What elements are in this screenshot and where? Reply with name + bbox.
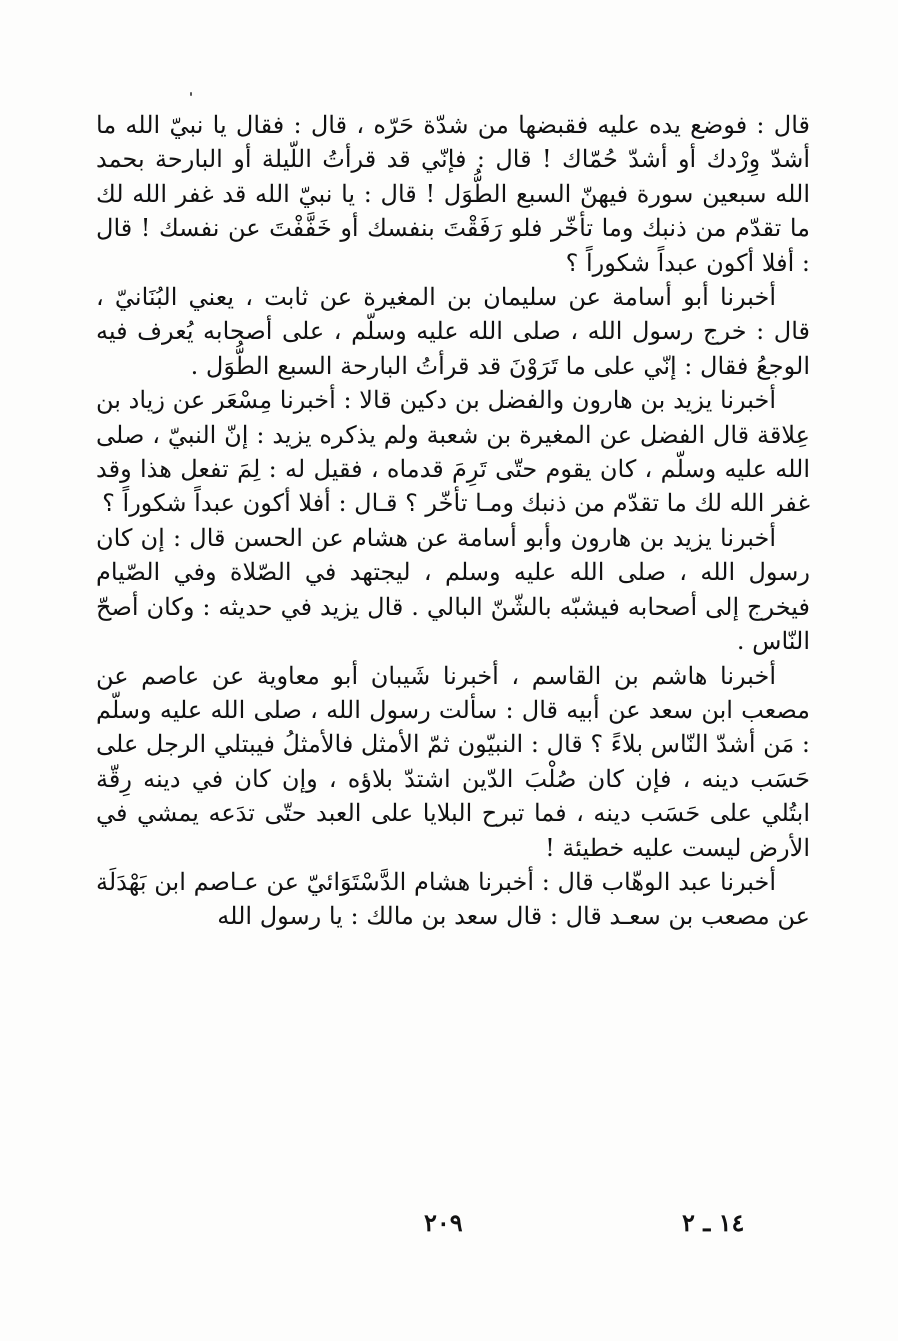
main-text — [96, 108, 810, 934]
paragraph: أخبرنا يزيد بن هارون والفضل بن دكين قالا : أخبرنا مِسْعَر عن زياد بن عِلاقة قال الفضل عن المغيرة بن شعبة ولم يذكره يزيد : إنّ النبيّ ، صلى الله عليه وسلّم ، كان يقوم حتّى تَرِمَ قدماه ، فقيل له : لِمَ تفعل هذا وقد غفر الله لك ما تقدّم من ذنبك ومـا تأخّر ؟ قـال : أفلا أكون عبداً شكوراً ؟ — [96, 386, 810, 518]
signature-mark: ١٤ ـ ٢ — [682, 1208, 745, 1237]
paragraph: أخبرنا هاشم بن القاسم ، أخبرنا شَيبان أبو معاوية عن عاصم عن مصعب ابن سعد عن أبيه قال : سألت رسول الله ، صلى الله عليه وسلّم : مَن أشدّ النّاس بلاءً ؟ قال : النبيّون ثمّ الأمثل فالأمثلُ فيبتلي الرجل على حَسَب دينه ، فإن كان صُلْبَ الدّين اشتدّ بلاؤه ، وإن كان في دينه رِقّة ابتُلي على حَسَب دينه ، فما تبرح البلايا على العبد حتّى تدَعه يمشي في الأرض ليست عليه خطيئة ! — [96, 661, 810, 862]
paragraph: أخبرنا عبد الوهّاب قال : أخبرنا هشام الدَّسْتَوَائيّ عن عـاصم ابن بَهْدَلَة عن مصعب بن سعـد قال : قال سعد بن مالك : يا رسول الله — [96, 867, 810, 931]
paragraph: أخبرنا يزيد بن هارون وأبو أسامة عن هشام عن الحسن قال : إن كان رسول الله ، صلى الله عليه وسلم ، ليجتهد في الصّلاة وفي الصّيام فيخرج إلى أصحابه فيشبّه بالشّنّ البالي . قال يزيد في حديثه : وكان أصحّ النّاس . — [96, 523, 810, 656]
paragraph: أخبرنا أبو أسامة عن سليمان بن المغيرة عن ثابت ، يعني البُنَانيّ ، قال : خرج رسول الله ، صلى الله عليه وسلّم ، على أصحابه يُعرف فيه الوجعُ فقال : إنّي على ما تَرَوْنَ قد قرأتُ البارحة السبع الطُّوَل . — [96, 283, 810, 380]
page-footer — [0, 1208, 898, 1244]
page-number: ٢٠٩ — [424, 1208, 463, 1237]
paragraph: قال : فوضع يده عليه فقبضها من شدّة حَرّه ، قال : فقال يا نبيّ الله ما أشدّ وِرْدك أو أشدّ حُمّاك ! قال : فإنّي قد قرأتُ اللّيلة أو البارحة بحمد الله سبعين سورة فيهنّ السبع الطُّوَل ! قال : يا نبيّ الله قد غفر الله لك ما تقدّم من ذنبك وما تأخّر فلو رَفَقْتَ بنفسك أو خَفَّفْتَ عن نفسك ! قال : أفلا أكون عبداً شكوراً ؟ — [96, 111, 810, 277]
ink-speck — [190, 92, 192, 96]
